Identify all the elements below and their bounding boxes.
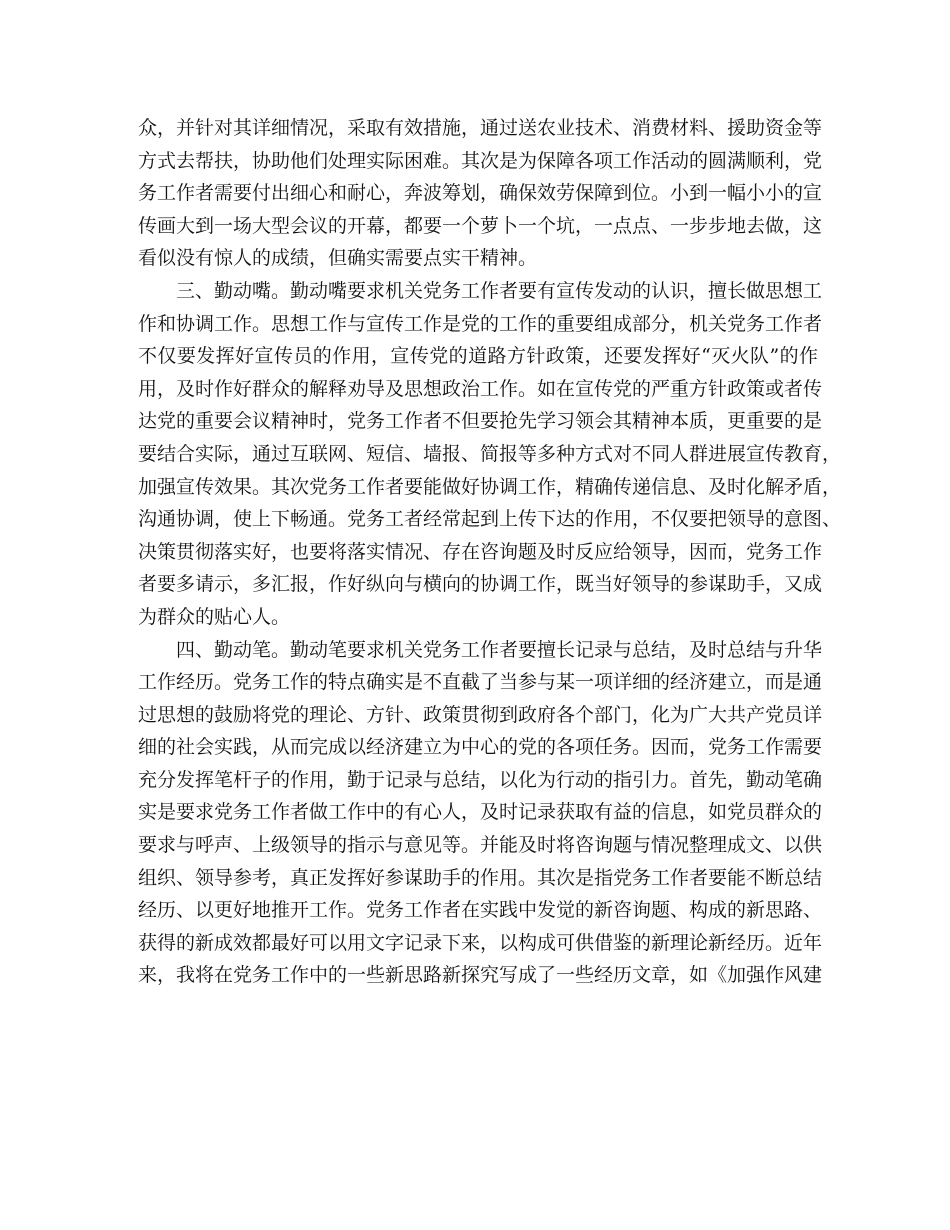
text-line: 过思想的鼓励将党的理论、方针、政策贯彻到政府各个部门，化为广大共产党员详: [138, 703, 823, 726]
text-line: 众，并针对其详细情况，采取有效措施，通过送农业技术、消费材料、援助资金等: [138, 117, 823, 139]
paragraph: [138, 112, 823, 275]
text-line: 充分发挥笔杆子的作用，勤于记录与总结，以化为行动的指引力。首先，勤动笔确: [138, 768, 823, 791]
text-line: 经历、以更好地推开工作。党务工作者在实践中发觉的新咨询题、构成的新思路、: [138, 899, 823, 922]
text-line: 用，及时作好群众的解释劝导及思想政治工作。如在宣传党的严重方针政策或者传: [138, 377, 823, 400]
text-line: 达党的重要会议精神时，党务工作者不但要抢先学习领会其精神本质，更重要的是: [138, 410, 823, 433]
text-line: 组织、领导参考，真正发挥好参谋助手的作用。其次是指党务工作者要能不断总结: [138, 866, 823, 889]
paragraph: [138, 275, 842, 634]
text-line: 获得的新成效都最好可以用文字记录下来，以构成可供借鉴的新理论新经历。近年: [138, 931, 823, 954]
text-line: 三、勤动嘴。勤动嘴要求机关党务工作者要有宣传发动的认识，擅长做思想工: [138, 279, 823, 302]
text-line: 来，我将在党务工作中的一些新思路新探究写成了一些经历文章，如《加强作风建: [138, 964, 823, 987]
text-line: 方式去帮扶，协助他们处理实际困难。其次是为保障各项工作活动的圆满顺利，党: [138, 149, 823, 172]
text-line: 作和协调工作。思想工作与宣传工作是党的工作的重要组成部分，机关党务工作者: [138, 312, 823, 335]
paragraph: [138, 634, 823, 993]
text-line: 加强宣传效果。其次党务工作者要能做好协调工作，精确传递信息、及时化解矛盾，: [138, 475, 842, 498]
text-line: 沟通协调，使上下畅通。党务工者经常起到上传下达的作用，不仅要把领导的意图、: [138, 508, 842, 531]
text-line: 传画大到一场大型会议的开幕，都要一个萝卜一个坑，一点点、一步步地去做，这: [138, 214, 823, 237]
text-line: 实是要求党务工作者做工作中的有心人，及时记录获取有益的信息，如党员群众的: [138, 801, 823, 824]
text-line: 要结合实际，通过互联网、短信、墙报、简报等多种方式对不同人群进展宣传教育，: [138, 442, 842, 465]
document-body: [138, 112, 842, 992]
text-line: 要求与呼声、上级领导的指示与意见等。并能及时将咨询题与情况整理成文、以供: [138, 834, 823, 857]
text-line: 为群众的贴心人。: [138, 605, 291, 628]
text-line: 细的社会实践，从而完成以经济建立为中心的党的各项任务。因而，党务工作需要: [138, 736, 823, 759]
text-line: 务工作者需要付出细心和耐心，奔波筹划，确保效劳保障到位。小到一幅小小的宣: [138, 182, 823, 205]
text-line: 决策贯彻落实好，也要将落实情况、存在咨询题及时反应给领导，因而，党务工作: [138, 540, 823, 563]
text-line: 者要多请示，多汇报，作好纵向与横向的协调工作，既当好领导的参谋助手，又成: [138, 573, 823, 596]
text-line: 工作经历。党务工作的特点确实是不直截了当参与某一项详细的经济建立，而是通: [138, 671, 823, 694]
text-line: 不仅要发挥好宣传员的作用，宣传党的道路方针政策，还要发挥好“灭火队”的作: [138, 345, 818, 368]
text-line: 看似没有惊人的成绩，但确实需要点实干精神。: [138, 247, 538, 270]
text-line: 四、勤动笔。勤动笔要求机关党务工作者要擅长记录与总结，及时总结与升华: [138, 638, 823, 661]
